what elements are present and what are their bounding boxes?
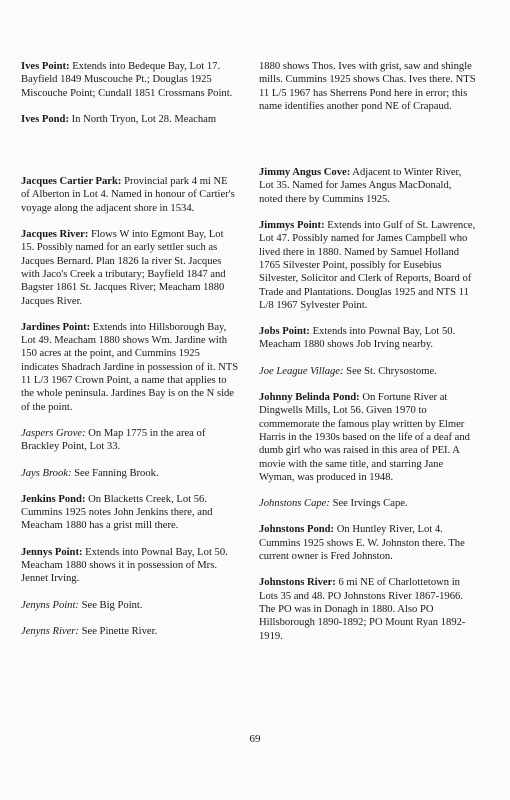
entry-text: See Big Point. — [78, 599, 143, 611]
entry-group-ives — [21, 60, 239, 126]
gazetteer-entry — [259, 219, 477, 312]
gazetteer-entry — [21, 493, 239, 533]
page-number: 69 — [249, 733, 261, 745]
entry-text: In North Tryon, Lot 28. Meacham — [68, 113, 217, 125]
entry-heading: Jacques Cartier Park: — [21, 176, 122, 188]
entry-text: 1880 shows Thos. Ives with grist, saw and shingle mills. Cummins 1925 shows Chas. Ives there. NTS 11 L/5 1967 has Sherrens Pond here in error; this name identifies another pond NE of Crapaud. — [259, 61, 476, 112]
cross-reference-entry — [21, 467, 239, 480]
entry-text: Flows W into Egmont Bay, Lot 15. Possibly named for an early settler such as Jacques Bernard. Plan 1826 la river St. Jacques with Jaco's Creek a tributary; Bayfield 1847 and Bagster 1861 St. Jacques River; Meacham 1880 Jacques River. — [21, 229, 226, 307]
entry-text: 6 mi NE of Charlottetown in Lots 35 and 48. PO Johnstons River 1867-1966. The PO was in Donagh in 1880. Also PO Hillsborough 1890-1892; PO Mount Ryan 1892-1919. — [259, 577, 466, 642]
entry-text: Extends into Pownal Bay, Lot 50. Meacham 1880 shows it in possession of Mrs. Jennet Irving. — [21, 546, 228, 585]
gazetteer-entry — [259, 523, 477, 563]
cross-reference-entry — [21, 625, 239, 638]
entry-reference: Johnstons Cape: — [259, 498, 330, 510]
entry-heading: Ives Point: — [21, 61, 70, 72]
entry-reference: Joe League Village: — [259, 365, 344, 377]
entry-group-j-right — [259, 166, 477, 643]
gazetteer-entry — [259, 325, 477, 352]
gazetteer-entry — [21, 113, 239, 126]
gazetteer-entry — [21, 546, 239, 586]
right-column — [259, 60, 477, 656]
entry-heading: Johnny Belinda Pond: — [259, 392, 360, 404]
cross-reference-entry — [21, 427, 239, 454]
cross-reference-entry — [259, 365, 477, 378]
entry-text: Extends into Hillsborough Bay, Lot 49. Meacham 1880 shows Wm. Jardine with 150 acres at the point, and Cummins 1925 indicates Shadrach Jardine in possession of it. NTS 11 L/3 1967 Crown Point, a name that applies to the whole peninsula. Jardines Bay is on the N side of the point. — [21, 321, 239, 413]
entry-reference: Jenyns River: — [21, 625, 79, 637]
entry-reference: Jaspers Grove: — [21, 427, 86, 439]
entry-text: On Fortune River at Dingwells Mills, Lot 56. Given 1970 to commemorate the famous play written by Elmer Harris in the 1930s based on the life of a deaf and dumb girl who was raised in this area of PEI. A movie with the same title, and starring Jane Wyman, was produced in 1948. — [259, 392, 470, 483]
entry-text: Provincial park 4 mi NE of Alberton in Lot 4. Named in honour of Cartier's voyage along the adjacent shore in 1534. — [21, 176, 235, 214]
entry-text: On Map 1775 in the area of Brackley Point, Lot 33. — [21, 427, 206, 453]
gazetteer-entry — [21, 321, 239, 414]
entry-text: Adjacent to Winter River, Lot 35. Named for James Angus MacDonald, noted there by Cummins 1925. — [259, 167, 462, 205]
entry-text: See Pinette River. — [78, 625, 158, 637]
gazetteer-entry — [21, 60, 239, 100]
entry-text: On Blacketts Creek, Lot 56. Cummins 1925 notes John Jenkins there, and Meacham 1880 has a grist mill there. — [21, 493, 213, 532]
gazetteer-entry — [259, 576, 477, 642]
entry-heading: Johnstons River: — [259, 577, 336, 589]
entry-group-continuation — [259, 60, 477, 113]
entry-heading: Johnstons Pond: — [259, 524, 335, 536]
entry-heading: Jimmy Angus Cove: — [259, 167, 351, 179]
entry-heading: Jacques River: — [21, 229, 89, 241]
entry-text: See St. Chrysostome. — [343, 365, 437, 377]
entry-text: Extends into Bedeque Bay, Lot 17. Bayfield 1849 Muscouche Pt.; Douglas 1925 Miscouche Point; Cundall 1851 Crossmans Point. — [21, 61, 233, 99]
entry-text: See Fanning Brook. — [71, 467, 159, 479]
gazetteer-entry — [21, 228, 239, 308]
entry-heading: Jobs Point: — [259, 326, 310, 338]
entry-heading: Jenkins Pond: — [21, 493, 86, 505]
entry-heading: Ives Pond: — [21, 113, 69, 125]
gazetteer-entry — [259, 166, 477, 206]
entry-group-j — [21, 175, 239, 638]
entry-reference: Jenyns Point: — [21, 599, 79, 611]
entry-text: On Huntley River, Lot 4. Cummins 1925 shows E. W. Johnston there. The current owner is Fred Johnston. — [259, 524, 465, 563]
entry-text: Extends into Pownal Bay, Lot 50. Meacham 1880 shows Job Irving nearby. — [259, 326, 456, 351]
entry-heading: Jardines Point: — [21, 321, 91, 333]
entry-reference: Jays Brook: — [21, 467, 72, 479]
continued-entry-text — [259, 60, 477, 113]
gazetteer-entry — [21, 175, 239, 215]
entry-text: See Irvings Cape. — [329, 498, 408, 510]
section-gap — [21, 139, 239, 175]
entry-text: Extends into Gulf of St. Lawrence, Lot 47. Possibly named for James Campbell who lived there in 1880. Named by Samuel Holland 1765 Silvester Point, possibly for Eusebius Silvester, Solicitor and Clerk of Reports, Board of Trade and Plantations. Douglas 1925 and NTS 11 L/8 1967 Sylvester Point. — [259, 220, 476, 311]
left-column — [21, 60, 239, 651]
section-gap — [259, 126, 477, 166]
entry-heading: Jimmys Point: — [259, 220, 325, 232]
cross-reference-entry — [259, 497, 477, 510]
cross-reference-entry — [21, 599, 239, 612]
gazetteer-entry — [259, 391, 477, 484]
entry-heading: Jennys Point: — [21, 546, 83, 558]
